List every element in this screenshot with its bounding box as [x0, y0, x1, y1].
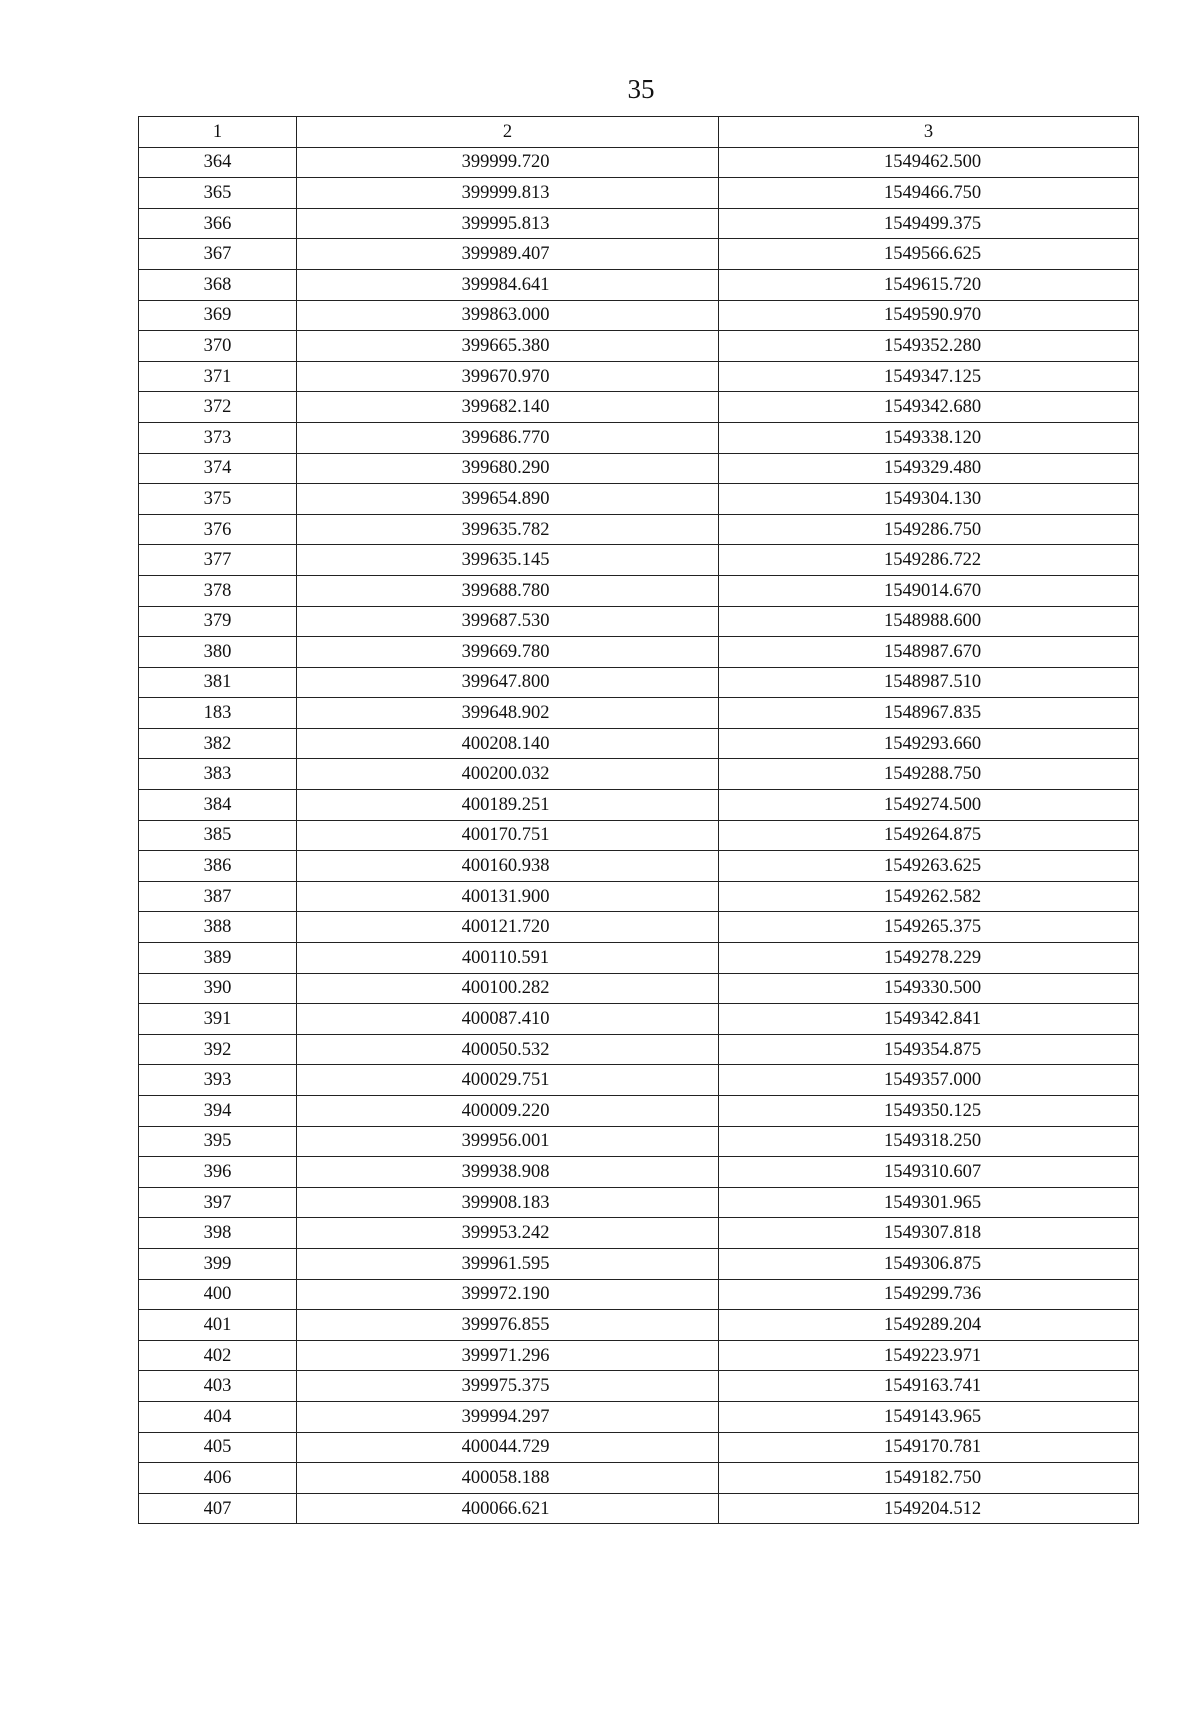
point-number-cell: 382 [139, 728, 297, 759]
x-coordinate-cell: 400170.751 [297, 820, 719, 851]
y-coordinate-cell: 1549338.120 [719, 422, 1139, 453]
point-number-cell: 400 [139, 1279, 297, 1310]
point-number-cell: 183 [139, 698, 297, 729]
y-coordinate-cell: 1549288.750 [719, 759, 1139, 790]
point-number-cell: 392 [139, 1034, 297, 1065]
y-coordinate-cell: 1549307.818 [719, 1218, 1139, 1249]
coordinates-table [138, 116, 1139, 1524]
table-row [139, 1493, 1139, 1524]
y-coordinate-cell: 1549293.660 [719, 728, 1139, 759]
x-coordinate-cell: 400121.720 [297, 912, 719, 943]
x-coordinate-cell: 399635.782 [297, 514, 719, 545]
x-coordinate-cell: 399976.855 [297, 1310, 719, 1341]
table-row [139, 1371, 1139, 1402]
table-row [139, 208, 1139, 239]
table-row [139, 790, 1139, 821]
table-row [139, 728, 1139, 759]
table-row [139, 1310, 1139, 1341]
table-row [139, 1065, 1139, 1096]
x-coordinate-cell: 399680.290 [297, 453, 719, 484]
table-row [139, 422, 1139, 453]
table-row [139, 1248, 1139, 1279]
table-row [139, 759, 1139, 790]
y-coordinate-cell: 1548988.600 [719, 606, 1139, 637]
point-number-cell: 379 [139, 606, 297, 637]
x-coordinate-cell: 399971.296 [297, 1340, 719, 1371]
point-number-cell: 405 [139, 1432, 297, 1463]
y-coordinate-cell: 1549182.750 [719, 1463, 1139, 1494]
point-number-cell: 367 [139, 239, 297, 270]
table-row [139, 331, 1139, 362]
y-coordinate-cell: 1549265.375 [719, 912, 1139, 943]
y-coordinate-cell: 1549204.512 [719, 1493, 1139, 1524]
x-coordinate-cell: 400009.220 [297, 1096, 719, 1127]
table-row [139, 881, 1139, 912]
point-number-cell: 399 [139, 1248, 297, 1279]
table-row [139, 484, 1139, 515]
y-coordinate-cell: 1549278.229 [719, 943, 1139, 974]
point-number-cell: 402 [139, 1340, 297, 1371]
table-row [139, 943, 1139, 974]
table-row [139, 361, 1139, 392]
y-coordinate-cell: 1549299.736 [719, 1279, 1139, 1310]
point-number-cell: 387 [139, 881, 297, 912]
table-row [139, 545, 1139, 576]
y-coordinate-cell: 1549566.625 [719, 239, 1139, 270]
x-coordinate-cell: 399670.970 [297, 361, 719, 392]
table-row [139, 269, 1139, 300]
y-coordinate-cell: 1549352.280 [719, 331, 1139, 362]
point-number-cell: 397 [139, 1187, 297, 1218]
point-number-cell: 393 [139, 1065, 297, 1096]
x-coordinate-cell: 399635.145 [297, 545, 719, 576]
table-row [139, 1401, 1139, 1432]
point-number-cell: 365 [139, 178, 297, 209]
point-number-cell: 376 [139, 514, 297, 545]
point-number-cell: 391 [139, 1004, 297, 1035]
y-coordinate-cell: 1549289.204 [719, 1310, 1139, 1341]
point-number-cell: 374 [139, 453, 297, 484]
point-number-cell: 369 [139, 300, 297, 331]
x-coordinate-cell: 399953.242 [297, 1218, 719, 1249]
y-coordinate-cell: 1549304.130 [719, 484, 1139, 515]
x-coordinate-cell: 399984.641 [297, 269, 719, 300]
x-coordinate-cell: 399908.183 [297, 1187, 719, 1218]
table-row [139, 1218, 1139, 1249]
y-coordinate-cell: 1548967.835 [719, 698, 1139, 729]
table-row [139, 1279, 1139, 1310]
y-coordinate-cell: 1549310.607 [719, 1157, 1139, 1188]
x-coordinate-cell: 399994.297 [297, 1401, 719, 1432]
x-coordinate-cell: 400087.410 [297, 1004, 719, 1035]
x-coordinate-cell: 399669.780 [297, 637, 719, 668]
column-header-2: 2 [297, 117, 719, 148]
y-coordinate-cell: 1549466.750 [719, 178, 1139, 209]
x-coordinate-cell: 399687.530 [297, 606, 719, 637]
point-number-cell: 398 [139, 1218, 297, 1249]
table-header-row [139, 117, 1139, 148]
table-row [139, 606, 1139, 637]
point-number-cell: 406 [139, 1463, 297, 1494]
point-number-cell: 375 [139, 484, 297, 515]
y-coordinate-cell: 1549350.125 [719, 1096, 1139, 1127]
y-coordinate-cell: 1549347.125 [719, 361, 1139, 392]
table-row [139, 851, 1139, 882]
table-row [139, 1463, 1139, 1494]
y-coordinate-cell: 1548987.670 [719, 637, 1139, 668]
y-coordinate-cell: 1549170.781 [719, 1432, 1139, 1463]
x-coordinate-cell: 399961.595 [297, 1248, 719, 1279]
y-coordinate-cell: 1549286.750 [719, 514, 1139, 545]
point-number-cell: 371 [139, 361, 297, 392]
table-row [139, 1187, 1139, 1218]
column-header-3: 3 [719, 117, 1139, 148]
table-row [139, 178, 1139, 209]
table-row [139, 392, 1139, 423]
table-row [139, 1157, 1139, 1188]
y-coordinate-cell: 1549590.970 [719, 300, 1139, 331]
point-number-cell: 373 [139, 422, 297, 453]
y-coordinate-cell: 1549286.722 [719, 545, 1139, 576]
y-coordinate-cell: 1549014.670 [719, 575, 1139, 606]
point-number-cell: 364 [139, 147, 297, 178]
y-coordinate-cell: 1549306.875 [719, 1248, 1139, 1279]
y-coordinate-cell: 1548987.510 [719, 667, 1139, 698]
point-number-cell: 394 [139, 1096, 297, 1127]
y-coordinate-cell: 1549301.965 [719, 1187, 1139, 1218]
point-number-cell: 368 [139, 269, 297, 300]
y-coordinate-cell: 1549143.965 [719, 1401, 1139, 1432]
y-coordinate-cell: 1549357.000 [719, 1065, 1139, 1096]
x-coordinate-cell: 400066.621 [297, 1493, 719, 1524]
table-row [139, 514, 1139, 545]
table-row [139, 698, 1139, 729]
table-row [139, 300, 1139, 331]
table-row [139, 912, 1139, 943]
y-coordinate-cell: 1549274.500 [719, 790, 1139, 821]
table-row [139, 1004, 1139, 1035]
table-row [139, 667, 1139, 698]
point-number-cell: 380 [139, 637, 297, 668]
column-header-1: 1 [139, 117, 297, 148]
table-row [139, 1126, 1139, 1157]
point-number-cell: 370 [139, 331, 297, 362]
x-coordinate-cell: 399863.000 [297, 300, 719, 331]
y-coordinate-cell: 1549329.480 [719, 453, 1139, 484]
table-row [139, 239, 1139, 270]
table-row [139, 147, 1139, 178]
y-coordinate-cell: 1549342.841 [719, 1004, 1139, 1035]
point-number-cell: 384 [139, 790, 297, 821]
x-coordinate-cell: 400100.282 [297, 973, 719, 1004]
y-coordinate-cell: 1549163.741 [719, 1371, 1139, 1402]
y-coordinate-cell: 1549354.875 [719, 1034, 1139, 1065]
point-number-cell: 366 [139, 208, 297, 239]
x-coordinate-cell: 399989.407 [297, 239, 719, 270]
point-number-cell: 389 [139, 943, 297, 974]
table-row [139, 1096, 1139, 1127]
table-row [139, 575, 1139, 606]
x-coordinate-cell: 399956.001 [297, 1126, 719, 1157]
point-number-cell: 403 [139, 1371, 297, 1402]
x-coordinate-cell: 400208.140 [297, 728, 719, 759]
y-coordinate-cell: 1549615.720 [719, 269, 1139, 300]
y-coordinate-cell: 1549499.375 [719, 208, 1139, 239]
x-coordinate-cell: 399665.380 [297, 331, 719, 362]
x-coordinate-cell: 399938.908 [297, 1157, 719, 1188]
point-number-cell: 395 [139, 1126, 297, 1157]
x-coordinate-cell: 400160.938 [297, 851, 719, 882]
table-row [139, 820, 1139, 851]
page-number: 35 [627, 74, 655, 104]
point-number-cell: 401 [139, 1310, 297, 1341]
point-number-cell: 383 [139, 759, 297, 790]
x-coordinate-cell: 399654.890 [297, 484, 719, 515]
y-coordinate-cell: 1549223.971 [719, 1340, 1139, 1371]
y-coordinate-cell: 1549318.250 [719, 1126, 1139, 1157]
x-coordinate-cell: 400058.188 [297, 1463, 719, 1494]
x-coordinate-cell: 400110.591 [297, 943, 719, 974]
table-row [139, 637, 1139, 668]
x-coordinate-cell: 400029.751 [297, 1065, 719, 1096]
x-coordinate-cell: 399995.813 [297, 208, 719, 239]
x-coordinate-cell: 399999.813 [297, 178, 719, 209]
point-number-cell: 390 [139, 973, 297, 1004]
x-coordinate-cell: 400200.032 [297, 759, 719, 790]
x-coordinate-cell: 399686.770 [297, 422, 719, 453]
table-header [139, 117, 1139, 148]
point-number-cell: 381 [139, 667, 297, 698]
x-coordinate-cell: 399648.902 [297, 698, 719, 729]
x-coordinate-cell: 399972.190 [297, 1279, 719, 1310]
table-row [139, 1432, 1139, 1463]
point-number-cell: 396 [139, 1157, 297, 1188]
x-coordinate-cell: 400050.532 [297, 1034, 719, 1065]
x-coordinate-cell: 400189.251 [297, 790, 719, 821]
x-coordinate-cell: 400131.900 [297, 881, 719, 912]
y-coordinate-cell: 1549342.680 [719, 392, 1139, 423]
point-number-cell: 372 [139, 392, 297, 423]
table-row [139, 1034, 1139, 1065]
table-row [139, 973, 1139, 1004]
point-number-cell: 386 [139, 851, 297, 882]
point-number-cell: 404 [139, 1401, 297, 1432]
x-coordinate-cell: 399647.800 [297, 667, 719, 698]
y-coordinate-cell: 1549462.500 [719, 147, 1139, 178]
table-body [139, 147, 1139, 1524]
table-row [139, 1340, 1139, 1371]
point-number-cell: 388 [139, 912, 297, 943]
y-coordinate-cell: 1549262.582 [719, 881, 1139, 912]
y-coordinate-cell: 1549330.500 [719, 973, 1139, 1004]
point-number-cell: 378 [139, 575, 297, 606]
x-coordinate-cell: 399999.720 [297, 147, 719, 178]
point-number-cell: 407 [139, 1493, 297, 1524]
point-number-cell: 385 [139, 820, 297, 851]
x-coordinate-cell: 399688.780 [297, 575, 719, 606]
y-coordinate-cell: 1549263.625 [719, 851, 1139, 882]
table-row [139, 453, 1139, 484]
x-coordinate-cell: 399975.375 [297, 1371, 719, 1402]
point-number-cell: 377 [139, 545, 297, 576]
x-coordinate-cell: 400044.729 [297, 1432, 719, 1463]
y-coordinate-cell: 1549264.875 [719, 820, 1139, 851]
x-coordinate-cell: 399682.140 [297, 392, 719, 423]
